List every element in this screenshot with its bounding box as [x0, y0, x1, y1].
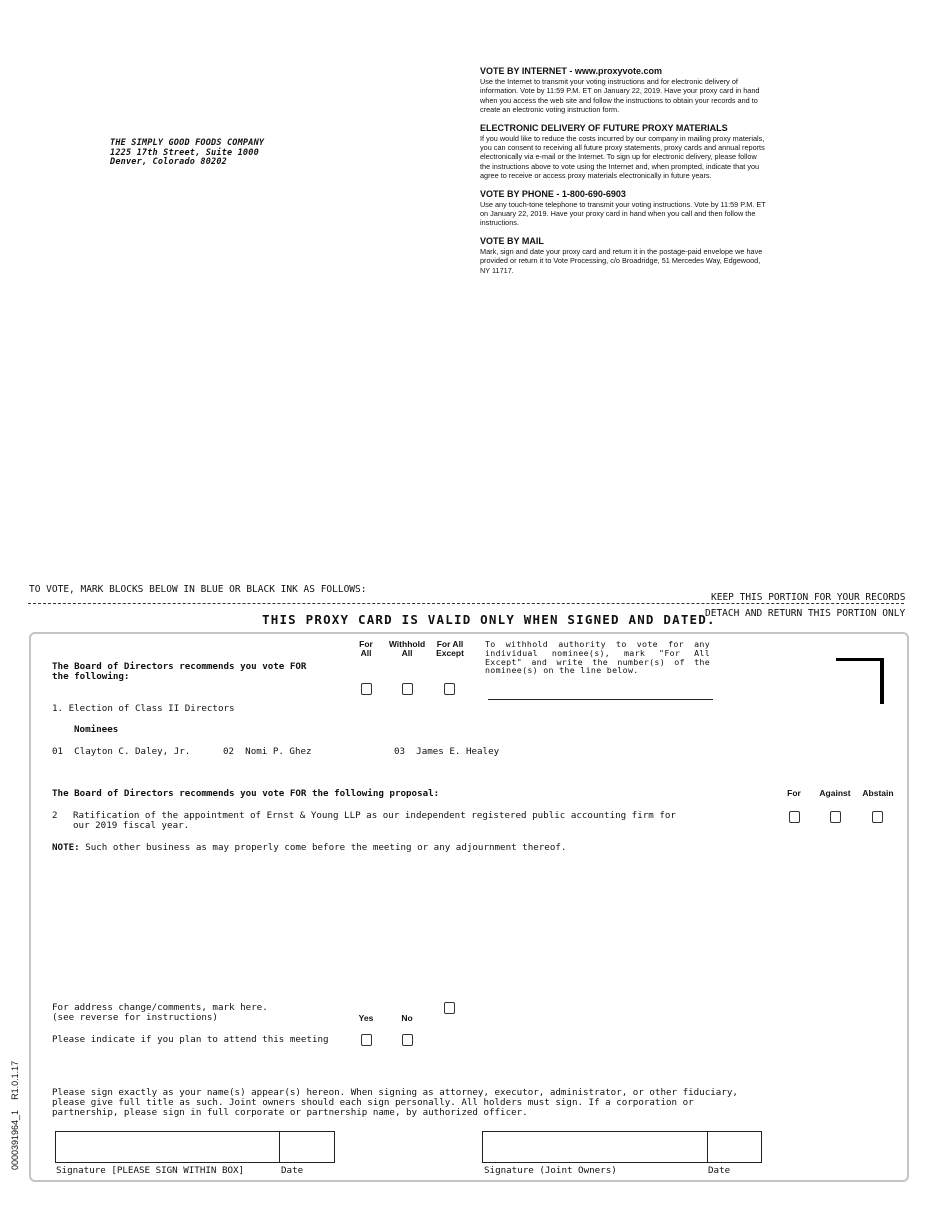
valid-notice: THIS PROXY CARD IS VALID ONLY WHEN SIGNED AND DATED.	[262, 612, 716, 627]
instruction-line: provided or return it to Vote Processing, c/o Broadridge, 51 Mercedes Way, Edgewood,	[480, 256, 761, 266]
electronic-delivery-heading: ELECTRONIC DELIVERY OF FUTURE PROXY MATERIALS	[480, 122, 728, 133]
col-for-all-except	[432, 640, 468, 658]
col-for: For	[787, 788, 801, 798]
nominee-number: 02	[223, 746, 235, 757]
recommendation-line: The Board of Directors recommends you vote FOR	[52, 661, 307, 672]
signature-label: Signature [PLEASE SIGN WITHIN BOX]	[56, 1165, 245, 1176]
item-1-label: 1. Election of Class II Directors	[52, 703, 235, 714]
nominee-3	[394, 747, 499, 757]
note-text: Such other business as may properly come before the meeting or any adjournment thereof.	[79, 842, 567, 853]
proposal-2-against-checkbox[interactable]	[830, 811, 841, 823]
for-all-checkbox[interactable]	[361, 683, 372, 695]
address-change-checkbox[interactable]	[444, 1002, 455, 1014]
instruction-line: instructions.	[480, 218, 519, 228]
col-label: For	[359, 639, 373, 649]
signature-box[interactable]	[55, 1131, 280, 1163]
col-label: All	[401, 648, 413, 658]
instruction-line: electronically via e-mail or the Internet. To sign up for electronic delivery, please follow	[480, 152, 757, 162]
attend-meeting-label: Please indicate if you plan to attend this meeting	[52, 1034, 329, 1045]
nominees-heading: Nominees	[74, 724, 119, 735]
nominee-1	[52, 747, 190, 757]
item-2-line: our 2019 fiscal year.	[73, 820, 190, 831]
col-label: All	[360, 648, 372, 658]
instruction-line: you can consent to receiving all future proxy statements, proxy cards and annual reports	[480, 143, 765, 153]
instruction-line: create an electronic voting instruction form.	[480, 105, 620, 115]
address-change-line: (see reverse for instructions)	[52, 1012, 218, 1023]
vote-by-phone-block	[480, 189, 850, 228]
signing-instructions	[52, 1088, 752, 1117]
instruction-line: If you would like to reduce the costs incurred by our company in mailing proxy materials,	[480, 133, 765, 143]
address-change-line: For address change/comments, mark here.	[52, 1002, 268, 1013]
vote-by-internet-heading: VOTE BY INTERNET - www.proxyvote.com	[480, 66, 663, 76]
withhold-instructions: To withhold authority to vote for any individual nominee(s), mark "For All Except" and write the number(s) of the nominee(s) on the line below.	[485, 639, 710, 676]
item-2-text	[73, 811, 676, 831]
joint-date-label: Date	[708, 1165, 731, 1176]
instruction-line: when you access the web site and follow the instructions to obtain your records and to	[480, 95, 758, 105]
date-label: Date	[281, 1165, 304, 1176]
item-2-line: Ratification of the appointment of Ernst & Young LLP as our independent registered public accounting firm for	[73, 810, 676, 821]
to-vote-instruction: TO VOTE, MARK BLOCKS BELOW IN BLUE OR BLACK INK AS FOLLOWS:	[29, 584, 367, 595]
keep-portion-label: KEEP THIS PORTION FOR YOUR RECORDS	[711, 592, 906, 603]
company-city: Denver, Colorado 80202	[110, 157, 227, 167]
col-against: Against	[819, 788, 851, 798]
company-name: THE SIMPLY GOOD FOODS COMPANY	[110, 138, 265, 148]
nominee-exception-line[interactable]	[488, 699, 713, 700]
corner-mark	[880, 658, 884, 704]
joint-date-box[interactable]	[707, 1131, 762, 1163]
col-abstain: Abstain	[862, 788, 894, 798]
col-for-all	[352, 640, 380, 658]
instruction-line: the instructions above to vote using the Internet and, when prompted, indicate that you	[480, 161, 760, 171]
company-street: 1225 17th Street, Suite 1000	[110, 147, 259, 158]
vote-by-mail-block	[480, 236, 850, 275]
document-id-code: 0000391964_1 R1.0.1.17	[10, 1060, 20, 1170]
yes-label: Yes	[358, 1013, 374, 1023]
col-label: Except	[436, 648, 464, 658]
col-withhold-all	[384, 640, 430, 658]
instruction-line: on January 22, 2019. Have your proxy card in hand when you call and then follow the	[480, 209, 756, 219]
recommendation-directors	[52, 662, 306, 682]
instruction-line: information. Vote by 11:59 P.M. ET on January 22, 2019. Have your proxy card in hand	[480, 86, 760, 96]
company-address	[110, 139, 264, 168]
voting-instructions	[480, 66, 850, 283]
nominee-name: Nomi P. Ghez	[245, 746, 312, 757]
col-label: For All	[436, 639, 464, 649]
proposal-2-for-checkbox[interactable]	[789, 811, 800, 823]
for-all-except-checkbox[interactable]	[444, 683, 455, 695]
recommendation-line: the following:	[52, 671, 130, 682]
item-2-number: 2	[52, 810, 58, 821]
attend-yes-checkbox[interactable]	[361, 1034, 372, 1046]
note-label: NOTE:	[52, 842, 80, 853]
withhold-all-checkbox[interactable]	[402, 683, 413, 695]
detach-line	[28, 603, 904, 604]
nominee-2	[223, 747, 312, 757]
instruction-line: agree to receive or access proxy materials electronically in future years.	[480, 171, 712, 181]
signing-line: partnership, please sign in full corporate or partnership name, by authorized officer.	[52, 1106, 528, 1118]
nominee-number: 01	[52, 746, 64, 757]
instruction-line: Use the Internet to transmit your voting instructions and for electronic delivery of	[480, 77, 738, 86]
detach-return-label: DETACH AND RETURN THIS PORTION ONLY	[705, 608, 906, 619]
signing-line: Please sign exactly as your name(s) appear(s) hereon. When signing as attorney, executor, administrator, or other fiduciary,	[52, 1087, 738, 1098]
joint-signature-label: Signature (Joint Owners)	[484, 1165, 617, 1176]
signing-line: please give full title as such. Joint owners should each sign personally. All holders must sign. If a corporation or	[52, 1096, 694, 1108]
address-change-label	[52, 1003, 268, 1023]
electronic-delivery-block	[480, 123, 850, 181]
instruction-line: Mark, sign and date your proxy card and return it in the postage-paid envelope we have	[480, 246, 763, 256]
date-box[interactable]	[279, 1131, 335, 1163]
corner-mark	[836, 658, 884, 661]
no-label: No	[401, 1013, 413, 1023]
vote-by-internet-block	[480, 66, 850, 115]
nominee-name: Clayton C. Daley, Jr.	[74, 746, 191, 757]
attend-no-checkbox[interactable]	[402, 1034, 413, 1046]
col-label: Withhold	[388, 639, 426, 649]
instruction-line: NY 11717.	[480, 265, 514, 275]
nominee-name: James E. Healey	[416, 746, 500, 757]
joint-signature-box[interactable]	[482, 1131, 708, 1163]
note	[52, 843, 566, 853]
recommendation-proposal: The Board of Directors recommends you vote FOR the following proposal:	[52, 788, 440, 799]
proposal-2-abstain-checkbox[interactable]	[872, 811, 883, 823]
vote-by-phone-heading: VOTE BY PHONE - 1-800-690-6903	[480, 188, 626, 199]
nominee-number: 03	[394, 746, 406, 757]
vote-by-mail-heading: VOTE BY MAIL	[480, 235, 544, 246]
instruction-line: Use any touch-tone telephone to transmit your voting instructions. Vote by 11:59 P.M. ET	[480, 199, 766, 209]
